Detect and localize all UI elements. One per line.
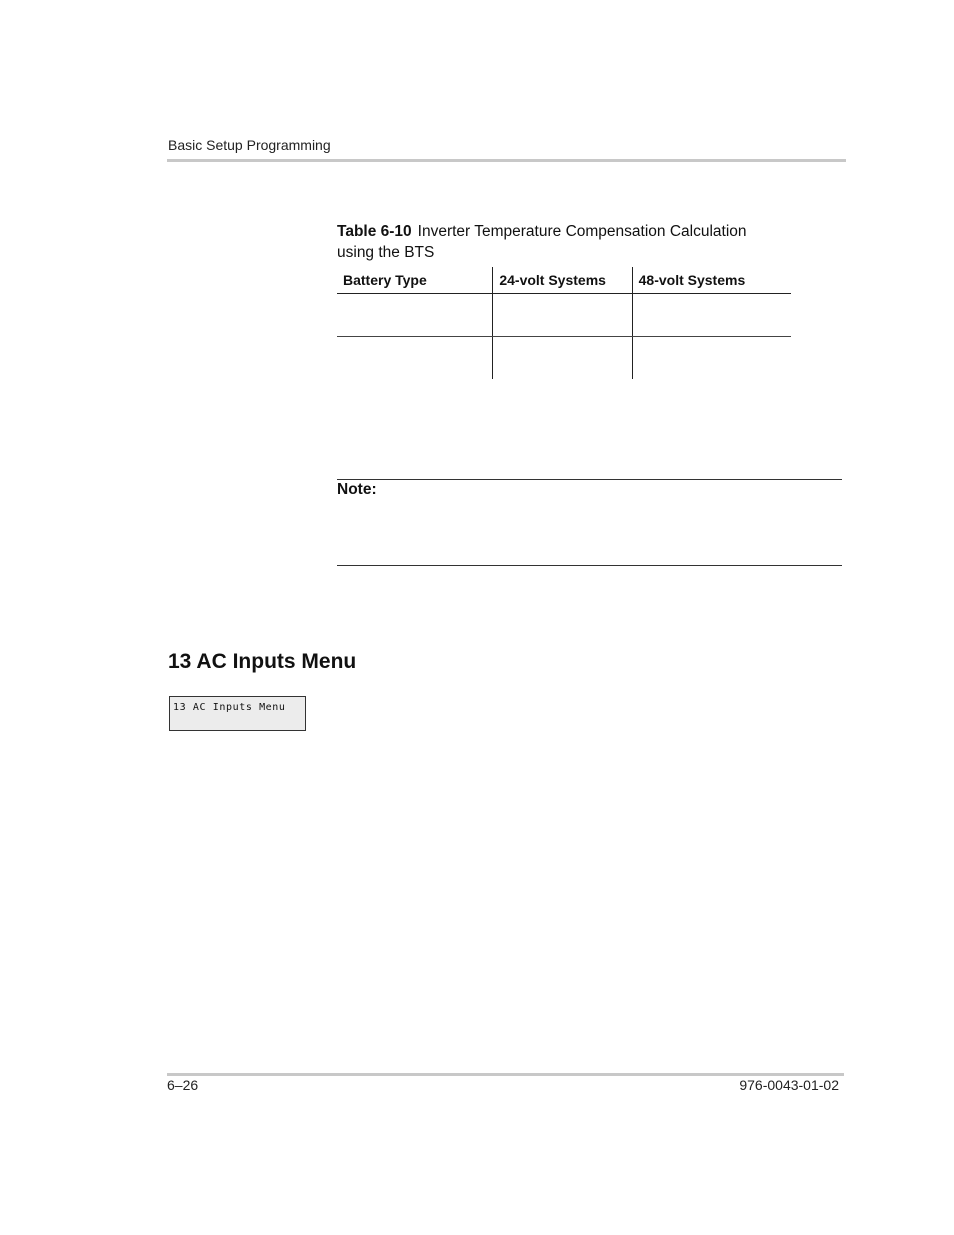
table-cell	[632, 337, 791, 380]
running-header-title: Basic Setup Programming	[168, 137, 331, 153]
column-header-48-volt: 48-volt Systems	[632, 267, 791, 294]
column-header-battery-type: Battery Type	[337, 267, 493, 294]
table-row	[337, 337, 791, 380]
table-row	[337, 294, 791, 337]
note-label: Note:	[337, 481, 377, 498]
document-number: 976-0043-01-02	[739, 1077, 839, 1093]
table-cell	[493, 294, 632, 337]
header-rule	[167, 159, 846, 162]
table-cell	[493, 337, 632, 380]
note-top-rule	[337, 479, 842, 480]
table-cell	[337, 294, 493, 337]
table-header-row	[337, 267, 791, 294]
table-number: Table 6-10	[337, 223, 412, 240]
temperature-compensation-table	[337, 267, 791, 379]
section-heading: 13 AC Inputs Menu	[168, 650, 357, 673]
footer-rule	[167, 1073, 844, 1076]
page-number: 6–26	[167, 1077, 199, 1093]
table-cell	[337, 337, 493, 380]
table-cell	[632, 294, 791, 337]
note-bottom-rule	[337, 565, 842, 566]
table-caption	[337, 221, 787, 263]
column-header-24-volt: 24-volt Systems	[493, 267, 632, 294]
table-caption-text: Inverter Temperature Compensation Calculation using the BTS	[337, 223, 747, 261]
lcd-display: 13 AC Inputs Menu	[169, 696, 306, 731]
